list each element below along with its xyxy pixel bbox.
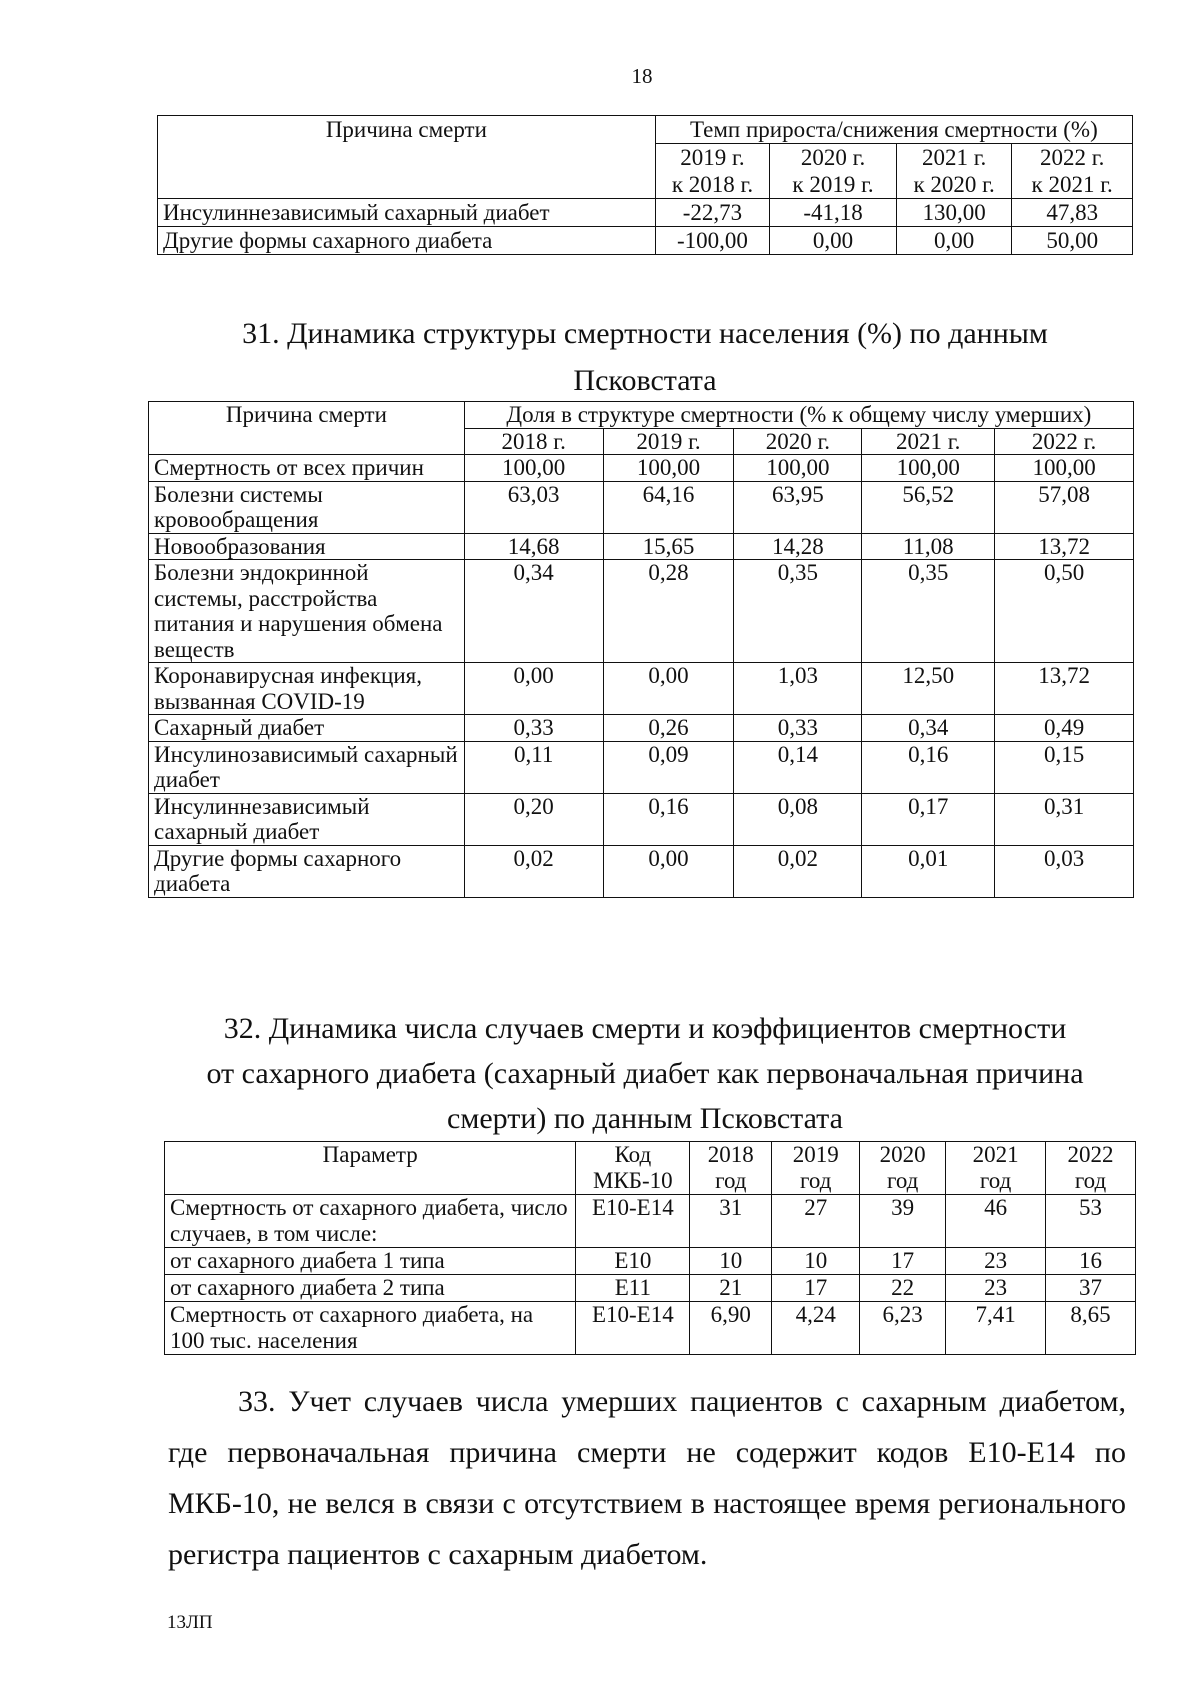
row-code: E10 (576, 1248, 690, 1275)
table-row (149, 741, 1134, 793)
row-value: 100,00 (734, 455, 862, 482)
header-period: 2020 г. к 2019 г. (770, 144, 897, 199)
row-label: Сахарный диабет (149, 715, 465, 742)
row-code: E11 (576, 1275, 690, 1302)
row-value: 47,83 (1012, 199, 1133, 227)
table-row (158, 227, 1133, 255)
row-value: 17 (772, 1275, 860, 1302)
row-value: 0,11 (464, 741, 603, 793)
page-number: 18 (631, 64, 653, 88)
table-row (165, 1248, 1136, 1275)
row-value: 6,90 (690, 1302, 772, 1355)
row-label: Смертность от сахарного диабета, на 100 тыс. населения (165, 1302, 576, 1355)
row-value: 31 (690, 1195, 772, 1248)
growth-rate-body (158, 199, 1133, 255)
table-row (149, 663, 1134, 715)
table-row (149, 715, 1134, 742)
row-value: 46 (946, 1195, 1046, 1248)
row-value: 15,65 (603, 533, 734, 560)
row-label: Смертность от сахарного диабета, число случаев, в том числе: (165, 1195, 576, 1248)
row-value: 0,00 (896, 227, 1011, 255)
row-value: 27 (772, 1195, 860, 1248)
row-value: 22 (860, 1275, 946, 1302)
header-period: 2019 г. к 2018 г. (655, 144, 769, 199)
table-row (149, 533, 1134, 560)
header-growth-group: Темп прироста/снижения смертности (%) (655, 116, 1132, 144)
row-value: 100,00 (464, 455, 603, 482)
row-code: E10-E14 (576, 1302, 690, 1355)
mortality-structure-table (148, 401, 1134, 898)
row-value: 4,24 (772, 1302, 860, 1355)
row-value: 0,33 (734, 715, 862, 742)
row-value: 0,28 (603, 560, 734, 663)
table-header-row (149, 402, 1134, 429)
row-value: 0,16 (862, 741, 995, 793)
row-value: 0,00 (603, 845, 734, 897)
table-row (149, 481, 1134, 533)
row-value: 50,00 (1012, 227, 1133, 255)
row-value: 0,03 (995, 845, 1134, 897)
row-value: 0,34 (464, 560, 603, 663)
row-label: Болезни системы кровообращения (149, 481, 465, 533)
row-value: 0,00 (770, 227, 897, 255)
header-year: 2020 год (860, 1142, 946, 1195)
row-value: -41,18 (770, 199, 897, 227)
row-value: 0,35 (734, 560, 862, 663)
diabetes-deaths-table (164, 1141, 1136, 1355)
growth-rate-table (157, 115, 1133, 255)
row-value: 13,72 (995, 533, 1134, 560)
row-value: 0,35 (862, 560, 995, 663)
row-value: 10 (690, 1248, 772, 1275)
header-cause: Причина смерти (158, 116, 656, 199)
row-value: 63,03 (464, 481, 603, 533)
table-row (165, 1302, 1136, 1355)
row-value: 0,09 (603, 741, 734, 793)
header-period: 2022 г. к 2021 г. (1012, 144, 1133, 199)
row-label: Новообразования (149, 533, 465, 560)
table-row (165, 1195, 1136, 1248)
row-value: 0,31 (995, 793, 1134, 845)
table-row (149, 455, 1134, 482)
row-value: 0,49 (995, 715, 1134, 742)
row-value: 56,52 (862, 481, 995, 533)
row-value: 0,01 (862, 845, 995, 897)
row-value: -22,73 (655, 199, 769, 227)
header-year: 2020 г. (734, 428, 862, 455)
row-value: 23 (946, 1248, 1046, 1275)
header-param: Параметр (165, 1142, 576, 1195)
section-32-title: 32. Динамика числа случаев смерти и коэффициентов смертности от сахарного диабета (сахарный диабет как первоначальная причина смерти) по данным Псковстата (206, 1012, 1084, 1135)
row-value: 21 (690, 1275, 772, 1302)
row-value: 1,03 (734, 663, 862, 715)
row-value: 53 (1046, 1195, 1136, 1248)
table-row (149, 793, 1134, 845)
table-row (149, 560, 1134, 663)
header-year: 2022 г. (995, 428, 1134, 455)
header-cause: Причина смерти (149, 402, 465, 455)
table-row (158, 199, 1133, 227)
row-label: Инсулинозависимый сахарный диабет (149, 741, 465, 793)
header-year: 2018 год (690, 1142, 772, 1195)
table-header-row (165, 1142, 1136, 1195)
row-code: E10-E14 (576, 1195, 690, 1248)
header-year: 2021 г. (862, 428, 995, 455)
row-value: 8,65 (1046, 1302, 1136, 1355)
row-value: 14,68 (464, 533, 603, 560)
row-value: 0,15 (995, 741, 1134, 793)
row-value: 11,08 (862, 533, 995, 560)
row-value: 0,14 (734, 741, 862, 793)
row-label: Инсулиннезависимый сахарный диабет (158, 199, 656, 227)
row-value: 0,33 (464, 715, 603, 742)
header-year: 2019 год (772, 1142, 860, 1195)
row-label: от сахарного диабета 2 типа (165, 1275, 576, 1302)
row-label: от сахарного диабета 1 типа (165, 1248, 576, 1275)
row-value: 0,17 (862, 793, 995, 845)
row-value: 57,08 (995, 481, 1134, 533)
header-share-group: Доля в структуре смертности (% к общему числу умерших) (464, 402, 1133, 429)
row-value: 16 (1046, 1248, 1136, 1275)
row-value: 64,16 (603, 481, 734, 533)
row-label: Другие формы сахарного диабета (158, 227, 656, 255)
row-value: 0,50 (995, 560, 1134, 663)
row-value: 0,34 (862, 715, 995, 742)
footer-code: 13ЛП (167, 1612, 213, 1633)
row-value: 12,50 (862, 663, 995, 715)
header-year: 2021 год (946, 1142, 1046, 1195)
row-value: 130,00 (896, 199, 1011, 227)
row-value: 6,23 (860, 1302, 946, 1355)
row-value: 13,72 (995, 663, 1134, 715)
row-value: -100,00 (655, 227, 769, 255)
row-label: Смертность от всех причин (149, 455, 465, 482)
row-value: 7,41 (946, 1302, 1046, 1355)
row-value: 0,26 (603, 715, 734, 742)
row-value: 39 (860, 1195, 946, 1248)
diabetes-deaths-body (165, 1195, 1136, 1355)
header-year: 2018 г. (464, 428, 603, 455)
table-row (149, 845, 1134, 897)
row-value: 0,02 (734, 845, 862, 897)
row-label: Другие формы сахарного диабета (149, 845, 465, 897)
row-label: Инсулиннезависимый сахарный диабет (149, 793, 465, 845)
row-value: 14,28 (734, 533, 862, 560)
mortality-structure-body (149, 455, 1134, 898)
header-code: Код МКБ-10 (576, 1142, 690, 1195)
row-label: Коронавирусная инфекция, вызванная COVID-19 (149, 663, 465, 715)
table-header-row (158, 116, 1133, 144)
header-period: 2021 г. к 2020 г. (896, 144, 1011, 199)
row-value: 0,00 (464, 663, 603, 715)
row-value: 0,16 (603, 793, 734, 845)
header-year: 2019 г. (603, 428, 734, 455)
section-33-paragraph: 33. Учет случаев числа умерших пациентов с сахарным диабетом, где первоначальная причина смерти не содержит кодов E10-E14 по МКБ-10, не велся в связи с отсутствием в настоящее время регионального регистра пациентов с сахарным диабетом. (168, 1385, 1126, 1571)
row-value: 37 (1046, 1275, 1136, 1302)
row-value: 100,00 (995, 455, 1134, 482)
row-value: 100,00 (603, 455, 734, 482)
row-value: 0,20 (464, 793, 603, 845)
row-label: Болезни эндокринной системы, расстройства питания и нарушения обмена веществ (149, 560, 465, 663)
row-value: 0,08 (734, 793, 862, 845)
row-value: 0,02 (464, 845, 603, 897)
row-value: 10 (772, 1248, 860, 1275)
row-value: 17 (860, 1248, 946, 1275)
row-value: 0,00 (603, 663, 734, 715)
table-row (165, 1275, 1136, 1302)
row-value: 100,00 (862, 455, 995, 482)
row-value: 23 (946, 1275, 1046, 1302)
header-year: 2022 год (1046, 1142, 1136, 1195)
row-value: 63,95 (734, 481, 862, 533)
section-31-title: 31. Динамика структуры смертности населения (%) по данным Псковстата (242, 317, 1048, 397)
